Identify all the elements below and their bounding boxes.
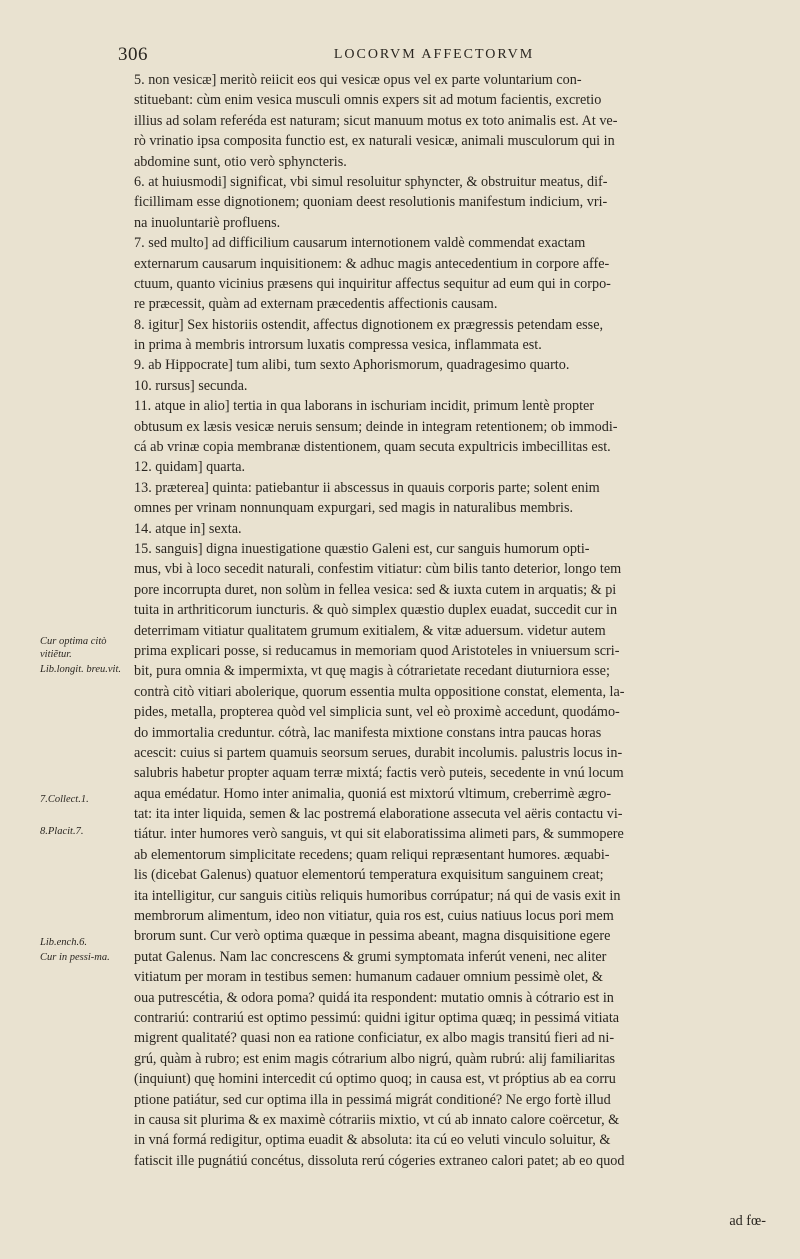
text-line: contrà citò vitiari abolerique, quorum essentia multa oppositione constat, elementa, la- (134, 683, 625, 700)
text-line: 15. sanguis] digna inuestigatione quæstio Galeni est, cur sanguis humorum opti- (134, 540, 590, 557)
text-line: prima explicari posse, si reducamus in memoriam quod Aristoteles in vniuersum scri- (134, 642, 620, 659)
text-line: fatiscit ille pugnátiú concétus, dissoluta rerú cógeries extraneo calori patet; ab eo quod (134, 1152, 625, 1169)
text-line: 13. præterea] quinta: patiebantur ii abscessus in quauis corporis parte; solent enim (134, 479, 600, 496)
text-line: tiátur. inter humores verò sanguis, vt qui sit elaboratissima alimeti pars, & summopere (134, 826, 624, 843)
text-line: putat Galenus. Nam lac concrescens & grumi symptomata inferút veneni, nec aliter (134, 948, 607, 965)
text-line: cá ab vrinæ copia membranæ distentionem, quam secuta expultricis imbecillitas est. (134, 439, 611, 456)
text-line: 8. igitur] Sex historiis ostendit, affectus dignotionem ex prægressis petendam esse, (134, 316, 604, 333)
catchword: ad fœ- (729, 1213, 766, 1229)
running-head: LOCORVM AFFECTORVM (333, 47, 535, 62)
text-line: 5. non vesicæ] meritò reiicit eos qui vesicæ opus vel ex parte voluntarium con- (134, 72, 582, 88)
body-text (134, 70, 766, 1171)
text-line: lis (dicebat Galenus) quatuor elementorú temperatura exquisitum sanguinem creat; (134, 867, 604, 884)
text-line: 7. sed multo] ad difficilium causarum internotionem valdè commendat exactam (134, 235, 586, 252)
text-line: mus, vbi à loco secedit naturali, confestim vitiatur: cùm bilis tanto deterior, longo tem (134, 561, 622, 578)
text-line: ptione patiátur, sed cur optima illa in pessimá migrát conditioné? Ne ergo fortè illud (134, 1091, 611, 1108)
margin-note: 8.Placit.7. (40, 826, 84, 837)
text-line: migrent qualitaté? quasi non ea ratione conficiatur, ex albo magis transitú fieri ad ni- (134, 1030, 615, 1047)
text-line: pore incorrupta duret, non solùm in fellea vesica: sed & iuxta cutem in arquatis; & pi (134, 581, 617, 598)
text-line: deterrimam vitiatur qualitatem grumum exitialem, & vitæ aduersum. videtur autem (134, 622, 606, 639)
text-line: tuita in arthriticorum iuncturis. & quò simplex quæstio duplex euadat, succedit cur in (134, 602, 618, 619)
text-line: omnes per vrinam nonnunquam expurgari, sed magis in naturalibus membris. (134, 500, 574, 517)
text-line: 12. quidam] quarta. (134, 459, 246, 476)
text-line: (inquiunt) quę homini intercedit cú optimo quoq; in causa est, vt próptius ab ea corru (134, 1071, 616, 1088)
text-line: pides, metalla, propterea quòd vel simplicia sunt, vel eò proximè accedunt, quodámo- (134, 704, 620, 721)
text-line: in causa sit plurima & ex maximè cótrariis mixtio, vt cú ab innato calore coërcetur, & (134, 1111, 620, 1128)
text-line: oua putrescétia, & odora poma? quidá ita respondent: mutatio omnis à cótrario est in (134, 989, 614, 1006)
text-line: bit, pura omnia & impermixta, vt quę magis à cótrarietate recedant diuturniora esse; (134, 663, 610, 680)
text-line: 6. at huiusmodi] significat, vbi simul resoluitur sphyncter, & obstruitur meatus, dif- (134, 173, 608, 190)
text-line: acescit: cuius si partem quamuis seorsum serues, durabit incolumis. palustris locus in- (134, 744, 623, 761)
text-line: stituebant: cùm enim vesica musculi omnis expers sit ad motum facientis, excretio (134, 92, 602, 109)
margin-note: Lib.longit. breu.vit. (40, 664, 121, 675)
page-number: 306 (118, 44, 148, 65)
text-line: ficillimam esse dignotionem; quoniam deest resolutionis manifestum indicium, vri- (134, 194, 608, 211)
text-line: in prima à membris introrsum luxatis compressa vesica, inflammata est. (134, 337, 542, 354)
margin-note: Lib.ench.6. (40, 937, 87, 948)
text-line: illius ad solam referéda est naturam; sicut manuum motus ex toto animalis est. At ve- (134, 112, 618, 129)
text-line: 14. atque in] sexta. (134, 520, 242, 537)
text-line: salubris habetur propter aquam terræ mixtá; factis verò puteis, secedente in vnú locum (134, 765, 624, 782)
text-line: abdomine sunt, otio verò sphyncteris. (134, 153, 347, 170)
text-line: 9. ab Hippocrate] tum alibi, tum sexto Aphorismorum, quadragesimo quarto. (134, 357, 570, 374)
text-line: rò vrinatio ipsa composita functio est, ex naturali vesicæ, animali musculorum qui in (134, 133, 615, 150)
text-line: membrorum alimentum, ideo non vitiatur, quia ros est, cuius natiuus locus pori mem (134, 908, 614, 925)
text-line: obtusum ex læsis vesicæ neruis sensum; deinde in integram retentionem; ob immodi- (134, 418, 618, 435)
text-line: in vná formá redigitur, optima euadit & absoluta: ita cú eo veluti vinculo soluitur, & (134, 1132, 611, 1149)
text-line: tat: ita inter liquida, semen & lac postremá elaboratione assecuta vel aëris contactu vi- (134, 806, 623, 823)
text-line: vitiatum per moram in testibus semen: humanum cadauer omnium pessimè olet, & (134, 969, 603, 986)
text-line: na inuoluntariè profluens. (134, 214, 281, 231)
text-line: 11. atque in alio] tertia in qua laborans in ischuriam incidit, primum lentè propter (134, 398, 595, 415)
text-line: ita intelligitur, cur sanguis citiùs reliquis humoribus corrúpatur; ná qui de vasis exit in (134, 887, 621, 904)
margin-note: 7.Collect.1. (40, 794, 89, 805)
text-line: externarum causarum inquisitionem: & adhuc magis antecedentium in corpore affe- (134, 255, 610, 272)
text-line: re præcessit, quàm ad externam præcedentis affectionis causam. (134, 296, 498, 313)
page-header (118, 44, 750, 66)
text-line: grú, quàm à rubro; est enim magis cótrarium albo nigrú, quàm rubrú: alij familiaritas (134, 1050, 616, 1067)
text-line: contrariú: contrariú est optimo pessimú: quidni igitur optima quæq; in pessimá vitiata (134, 1009, 620, 1026)
margin-note: Cur in pessi-ma. (40, 952, 110, 963)
margin-note: Cur optima citò vitiẽtur. (40, 636, 107, 660)
text-line: ab elementorum simplicitate recedens; quam reliqui repræsentant humores. æquabi- (134, 846, 610, 863)
text-line: ctuum, quanto vicinius præsens qui inquiritur affectus sequitur ad eum qui in corpo- (134, 275, 611, 292)
text-line: brorum sunt. Cur verò optima quæque in pessima abeant, magna disquisitione egere (134, 928, 611, 945)
text-line: do immortalia creduntur. cótrà, lac manifesta mixtione constans intra paucas horas (134, 724, 602, 741)
text-line: aqua emédatur. Homo inter animalia, quoniá est mixtorú vltimum, creberrimè ægro- (134, 785, 612, 802)
text-line: 10. rursus] secunda. (134, 377, 248, 394)
